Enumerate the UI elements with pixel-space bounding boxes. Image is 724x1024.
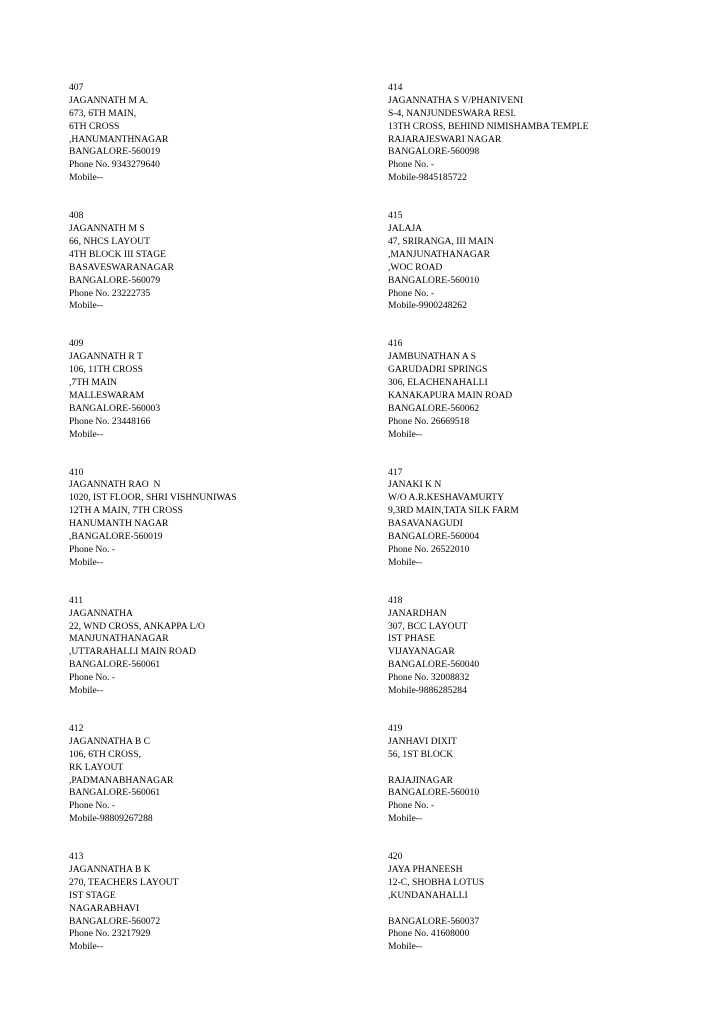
address-line-2: RK LAYOUT xyxy=(69,761,124,773)
address-line-1: 12-C, SHOBHA LOTUS xyxy=(388,876,485,888)
directory-entry xyxy=(388,723,688,851)
city-pincode: BANGALORE-560062 xyxy=(388,402,480,414)
entry-number: 411 xyxy=(69,594,84,606)
city-pincode: BANGALORE-560019 xyxy=(69,146,161,158)
entry-number: 417 xyxy=(388,466,403,478)
address-line-2: 13TH CROSS, BEHIND NIMISHAMBA TEMPLE xyxy=(388,120,589,132)
address-line-3: ,HANUMANTHNAGAR xyxy=(69,133,169,145)
entry-name: JAMBUNATHAN A S xyxy=(388,351,476,363)
entry-name: JAGANNATH M S xyxy=(69,223,145,235)
entry-name: JAGANNATHA S V/PHANIVENI xyxy=(388,94,524,106)
phone-number: Phone No. 26522010 xyxy=(388,543,470,555)
address-line-1: 106, 11TH CROSS xyxy=(69,364,144,376)
city-pincode: BANGALORE-560037 xyxy=(388,915,480,927)
address-line-1: 307, BCC LAYOUT xyxy=(388,620,468,632)
mobile-number: Mobile-- xyxy=(69,172,104,184)
entry-name: JAGANNATHA xyxy=(69,607,133,619)
directory-entry xyxy=(69,723,369,851)
mobile-number: Mobile-- xyxy=(69,428,104,440)
directory-entry xyxy=(69,467,369,595)
entry-name: JALAJA xyxy=(388,223,423,235)
entry-number: 410 xyxy=(69,466,84,478)
address-line-3: RAJAJINAGAR xyxy=(388,774,454,786)
address-line-2 xyxy=(388,762,688,775)
address-line-1: 270, TEACHERS LAYOUT xyxy=(69,876,179,888)
entry-number: 420 xyxy=(388,851,403,863)
directory-entry xyxy=(388,851,688,979)
mobile-number: Mobile-9845185722 xyxy=(388,172,467,184)
address-line-1: 106, 6TH CROSS, xyxy=(69,748,141,760)
mobile-number: Mobile-- xyxy=(388,428,423,440)
address-line-1: 1020, IST FLOOR, SHRI VISHNUNIWAS xyxy=(69,492,237,504)
entry-number: 409 xyxy=(69,338,84,350)
city-pincode: BANGALORE-560072 xyxy=(69,915,161,927)
address-line-1: W/O A.R.KESHAVAMURTY xyxy=(388,492,505,504)
mobile-number: Mobile-- xyxy=(69,556,104,568)
address-line-2: IST STAGE xyxy=(69,889,116,901)
entry-number: 418 xyxy=(388,594,403,606)
phone-number: Phone No. - xyxy=(69,672,116,684)
mobile-number: Mobile-- xyxy=(388,556,423,568)
entry-number: 408 xyxy=(69,210,84,222)
city-pincode: BANGALORE-560003 xyxy=(69,402,161,414)
address-line-2: ,MANJUNATHANAGAR xyxy=(388,248,491,260)
address-line-2: 306, ELACHENAHALLI xyxy=(388,377,488,389)
mobile-number: Mobile-- xyxy=(69,941,104,953)
address-line-2: 9,3RD MAIN,TATA SILK FARM xyxy=(388,505,519,517)
directory-entry xyxy=(388,338,688,466)
address-line-3 xyxy=(388,903,688,916)
entry-number: 407 xyxy=(69,82,84,93)
directory-entry xyxy=(388,82,688,210)
address-line-3: NAGARABHAVI xyxy=(69,902,140,914)
mobile-number: Mobile-98809267288 xyxy=(69,813,153,825)
directory-entry xyxy=(69,595,369,723)
mobile-number: Mobile-- xyxy=(69,684,104,696)
directory-entry xyxy=(388,595,688,723)
city-pincode: BANGALORE-560061 xyxy=(69,659,161,671)
phone-number: Phone No. 9343279640 xyxy=(69,159,160,171)
directory-entry xyxy=(388,210,688,338)
city-pincode: ,BANGALORE-560019 xyxy=(69,531,163,543)
city-pincode: BANGALORE-560040 xyxy=(388,659,480,671)
entry-name: JAGANNATH R T xyxy=(69,351,143,363)
phone-number: Phone No. 26669518 xyxy=(388,415,470,427)
address-line-3: ,UTTARAHALLI MAIN ROAD xyxy=(69,646,196,658)
right-column xyxy=(388,82,688,979)
phone-number: Phone No. 41608000 xyxy=(388,928,470,940)
address-line-3: VIJAYANAGAR xyxy=(388,646,455,658)
address-line-1: 22, WND CROSS, ANKAPPA L/O xyxy=(69,620,205,632)
entry-number: 416 xyxy=(388,338,403,350)
phone-number: Phone No. - xyxy=(388,800,435,812)
directory-entry xyxy=(69,338,369,466)
phone-number: Phone No. 23448166 xyxy=(69,415,151,427)
mobile-number: Mobile-- xyxy=(388,813,423,825)
address-line-3: MALLESWARAM xyxy=(69,389,145,401)
directory-entry xyxy=(69,851,369,979)
city-pincode: BANGALORE-560010 xyxy=(388,274,480,286)
entry-number: 419 xyxy=(388,722,403,734)
address-line-3: HANUMANTH NAGAR xyxy=(69,518,169,530)
entry-name: JANAKI K N xyxy=(388,479,442,491)
entry-number: 414 xyxy=(388,82,403,93)
left-column xyxy=(69,82,369,979)
entry-number: 412 xyxy=(69,722,84,734)
address-line-1: 673, 6TH MAIN, xyxy=(69,107,137,119)
address-line-1: 66, NHCS LAYOUT xyxy=(69,235,150,247)
entry-number: 413 xyxy=(69,851,84,863)
phone-number: Phone No. - xyxy=(388,287,435,299)
address-line-3: KANAKAPURA MAIN ROAD xyxy=(388,389,513,401)
city-pincode: BANGALORE-560004 xyxy=(388,531,480,543)
city-pincode: BANGALORE-560010 xyxy=(388,787,480,799)
mobile-number: Mobile-- xyxy=(388,941,423,953)
address-line-1: GARUDADRI SPRINGS xyxy=(388,364,488,376)
entry-name: JAGANNATHA B K xyxy=(69,864,151,876)
mobile-number: Mobile-9900248262 xyxy=(388,300,467,312)
address-line-2: 6TH CROSS xyxy=(69,120,120,132)
city-pincode: BANGALORE-560061 xyxy=(69,787,161,799)
entry-name: JAYA PHANEESH xyxy=(388,864,463,876)
phone-number: Phone No. 23217929 xyxy=(69,928,151,940)
phone-number: Phone No. - xyxy=(69,543,116,555)
mobile-number: Mobile-- xyxy=(69,300,104,312)
entry-name: JAGANNATH RAO N xyxy=(69,479,161,491)
city-pincode: BANGALORE-560098 xyxy=(388,146,480,158)
address-line-2: 12TH A MAIN, 7TH CROSS xyxy=(69,505,183,517)
address-line-2: ,KUNDANAHALLI xyxy=(388,889,468,901)
entry-name: JAGANNATHA B C xyxy=(69,735,151,747)
address-line-3: BASAVANAGUDI xyxy=(388,518,463,530)
directory-entry xyxy=(388,467,688,595)
address-line-2: IST PHASE xyxy=(388,633,436,645)
phone-number: Phone No. - xyxy=(69,800,116,812)
entry-name: JANARDHAN xyxy=(388,607,447,619)
mobile-number: Mobile-9886285284 xyxy=(388,684,467,696)
entry-name: JANHAVI DIXIT xyxy=(388,735,457,747)
phone-number: Phone No. 32008832 xyxy=(388,672,470,684)
address-line-1: 56, 1ST BLOCK xyxy=(388,748,454,760)
phone-number: Phone No. - xyxy=(388,159,435,171)
address-line-2: ,7TH MAIN xyxy=(69,377,117,389)
address-line-2: MANJUNATHANAGAR xyxy=(69,633,169,645)
phone-number: Phone No. 23222735 xyxy=(69,287,151,299)
address-line-3: ,PADMANABHANAGAR xyxy=(69,774,174,786)
entry-number: 415 xyxy=(388,210,403,222)
address-line-3: BASAVESWARANAGAR xyxy=(69,261,174,273)
address-line-1: S-4, NANJUNDESWARA RESI. xyxy=(388,107,516,119)
address-line-3: RAJARAJESWARI NAGAR xyxy=(388,133,502,145)
address-line-3: ,WOC ROAD xyxy=(388,261,443,273)
address-line-1: 47, SRIRANGA, III MAIN xyxy=(388,235,494,247)
directory-entry xyxy=(69,210,369,338)
city-pincode: BANGALORE-560079 xyxy=(69,274,161,286)
directory-entry xyxy=(69,82,369,210)
entry-name: JAGANNATH M A. xyxy=(69,94,149,106)
address-line-2: 4TH BLOCK III STAGE xyxy=(69,248,167,260)
